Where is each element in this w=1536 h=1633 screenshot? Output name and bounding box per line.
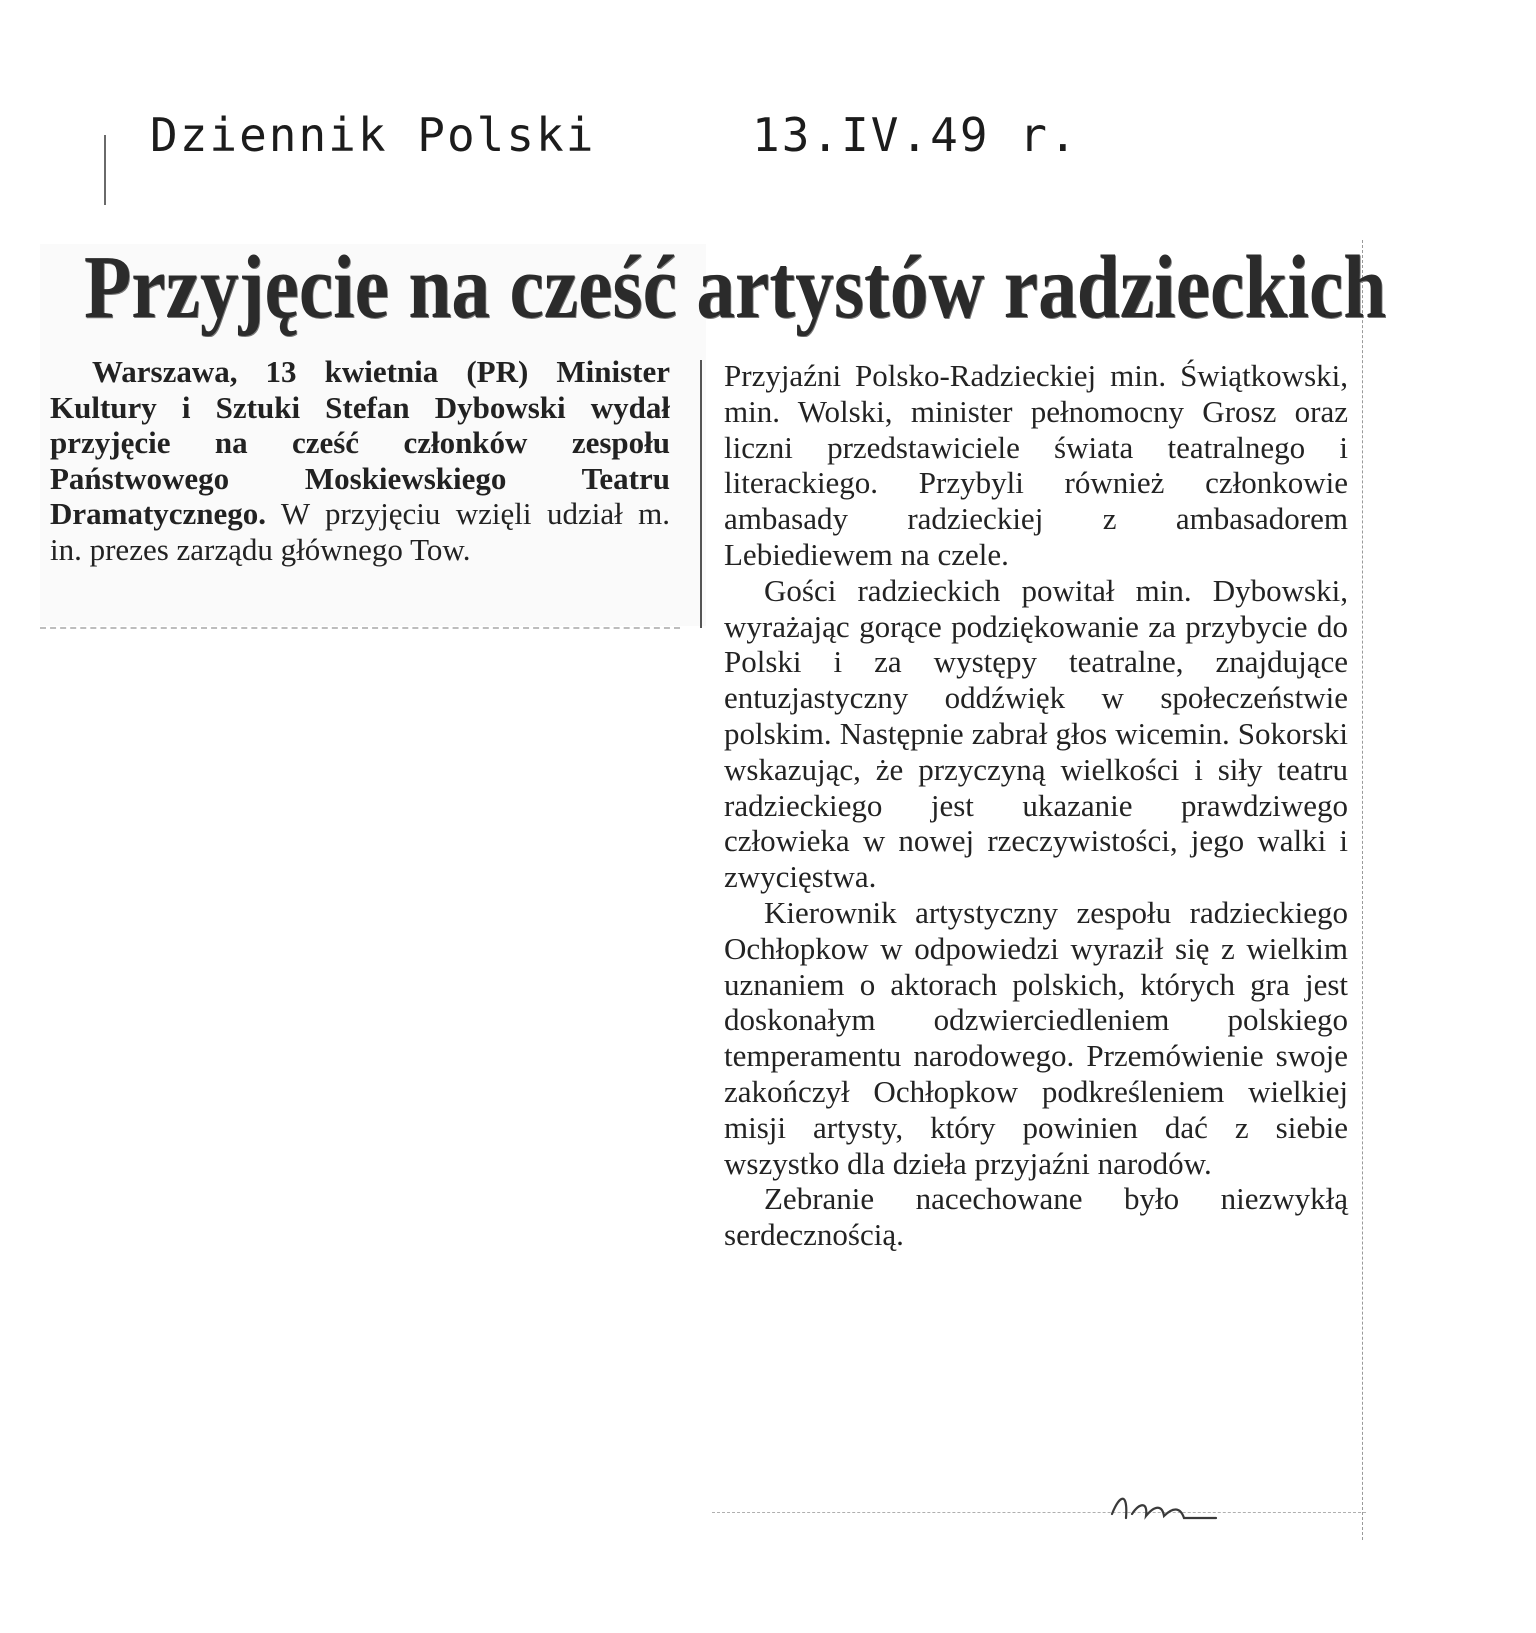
paragraph-welcome: Gości radzieckich powitał min. Dybowski, wyrażając gorące podziękowanie za przybycie do Polski i za występy teatralne, znajdujące entuzjastyczny oddźwięk w społeczeństwie polskim. Następnie zabrał głos wicemin. Sokorski wskazując, że przyczyną wielkości i siły teatru radzieckiego jest ukazanie prawdziwego człowieka w nowej rzeczywistości, jego walki i zwycięstwa.	[724, 572, 1348, 895]
clipping-right-edge	[1362, 240, 1369, 1540]
handwritten-signature	[1106, 1484, 1226, 1528]
paragraph-closing: Zebranie nacechowane było niezwykłą serdecznością.	[724, 1181, 1348, 1253]
paragraph-response: Kierownik artystyczny zespołu radzieckiego Ochłopkow w odpowiedzi wyraził się z wielkim uznaniem o aktorach polskich, których gra jest doskonałym odzwierciedleniem polskiego temperamentu narodowego. Przemówienie swoje zakończył Ochłopkow podkreśleniem wielkiej misji artysty, który powinien dać z siebie wszystko dla dzieła przyjaźni narodów.	[724, 894, 1348, 1181]
clipping-date: 13.IV.49 r.	[752, 108, 1079, 162]
newspaper-name: Dziennik Polski	[150, 108, 596, 162]
clipping-bottom-edge	[712, 1512, 1366, 1541]
paragraph-continuation: Przyjaźni Polsko-Radzieckiej min. Świątkowski, min. Wolski, minister pełnomocny Grosz oraz liczni przedstawiciele świata teatralnego i literackiego. Przybyli również członkowie ambasady radzieckiej z ambasadorem Lebiediewem na czele.	[724, 358, 1348, 572]
article-column-right	[724, 358, 1348, 1253]
article-left-body: W przyjęciu wzięli udział m. in. prezes zarządu głównego Tow.	[50, 496, 670, 567]
column-divider	[700, 360, 702, 628]
article-headline: Przyjęcie na cześć artystów radzieckich	[84, 238, 1387, 337]
article-lead: Warszawa, 13 kwietnia (PR) Minister Kultury i Sztuki Stefan Dybowski wydał przyjęcie na cześć członków zespołu Państwowego Moskiewskiego Teatru Dramatycznego.	[50, 354, 670, 531]
margin-mark	[104, 135, 106, 205]
article-column-left	[50, 354, 670, 567]
